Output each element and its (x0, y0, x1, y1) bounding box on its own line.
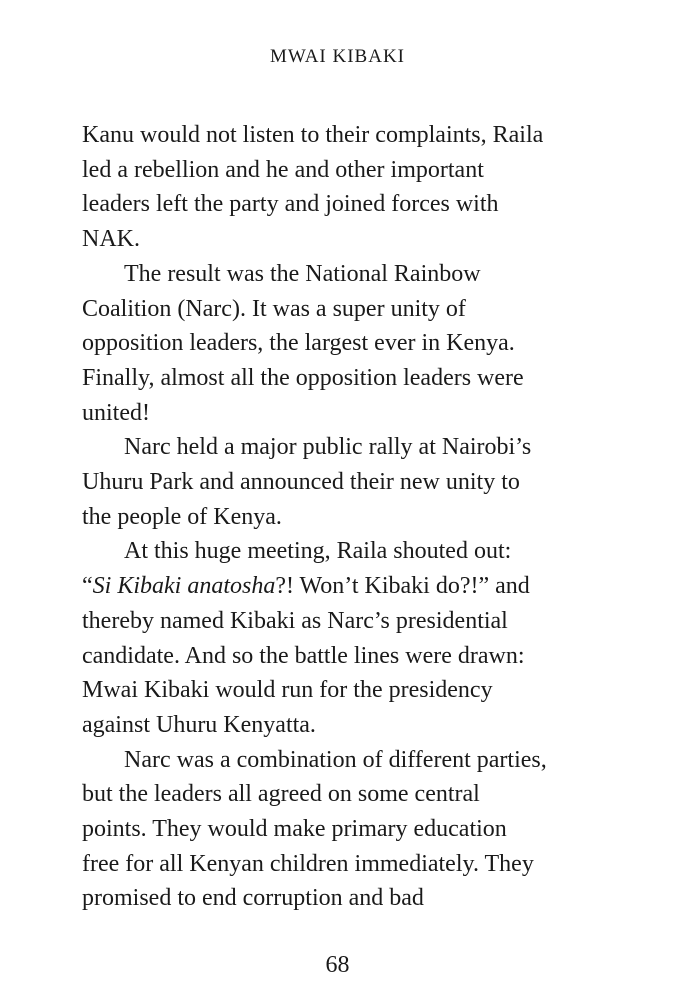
open-quote: “ (82, 573, 93, 600)
text-line: Narc was a combination of different parties, (124, 746, 547, 773)
running-head: MWAI KIBAKI (269, 46, 405, 67)
text-line: Kanu would not listen to their complaints, Raila (82, 122, 544, 148)
text-line: Mwai Kibaki would run for the presidency (82, 677, 493, 704)
text-line: opposition leaders, the largest ever in Kenya. (82, 330, 515, 357)
text-line: Narc held a major public rally at Nairobi’s (124, 434, 532, 461)
text-line: Finally, almost all the opposition leaders were (82, 364, 524, 391)
text-line: Uhuru Park and announced their new unity to (82, 469, 520, 496)
text-line: but the leaders all agreed on some central (82, 781, 480, 808)
text-line: leaders left the party and joined forces with (82, 191, 499, 218)
text-line: thereby named Kibaki as Narc’s presidential (82, 607, 508, 634)
text-line: free for all Kenyan children immediately. They (82, 850, 534, 877)
text-line: united! (82, 399, 150, 426)
quote-rest: ?! Won’t Kibaki do?!” and (275, 573, 530, 600)
text-line: promised to end corruption and bad (82, 885, 424, 912)
text-line: the people of Kenya. (82, 503, 282, 530)
text-line: The result was the National Rainbow (124, 260, 481, 287)
page-number: 68 (325, 952, 350, 978)
text-line: NAK. (82, 226, 140, 253)
body-text (82, 118, 602, 916)
text-line: against Uhuru Kenyatta. (82, 711, 316, 738)
quote-line (82, 569, 602, 604)
italic-phrase: Si Kibaki anatosha (92, 573, 276, 600)
text-line: led a rebellion and he and other important (82, 156, 484, 183)
text-line: points. They would make primary education (82, 816, 507, 843)
text-line: Coalition (Narc). It was a super unity of (82, 295, 466, 322)
text-line: At this huge meeting, Raila shouted out: (124, 538, 512, 565)
text-line: candidate. And so the battle lines were drawn: (82, 642, 525, 669)
